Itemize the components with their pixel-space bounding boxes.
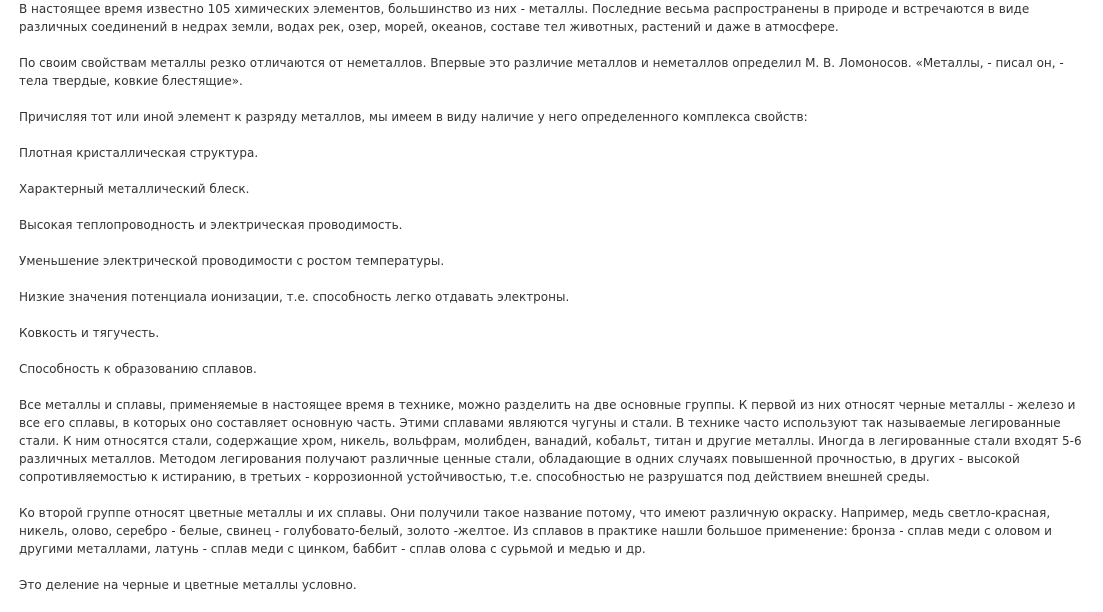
ferrous-metals-paragraph: Все металлы и сплавы, применяемые в настоящее время в технике, можно разделить на две основные группы. К первой из них относят черные металлы - железо и все его сплавы, в которых оно составляет основную часть. Этими сплавами являются чугуны и стали. В технике часто используют так называемые легированные стали. К ним относятся стали, содержащие хром, никель, вольфрам, молибден, ванадий, кобальт, титан и другие металлы. Иногда в легированные стали входят 5-6 различных металлов. Методом легирования получают различные ценные стали, обладающие в одних случаях повышенной прочностью, в других - высокой сопротивляемостью к истиранию, в третьих - коррозионной устойчивостью, т.е. способностью не разрушатся под действием внешней среды. bbox=[19, 398, 1082, 484]
intro-paragraph: В настоящее время известно 105 химических элементов, большинство из них - металлы. Последние весьма распространены в природе и встречаются в виде различных соединений в недрах земли, водах рек, озер, морей, океанов, составе тел животных, растений и даже в атмосфере. bbox=[19, 2, 1030, 34]
property-crystal-structure: Плотная кристаллическая структура. bbox=[19, 146, 259, 160]
non-ferrous-metals-paragraph: Ко второй группе относят цветные металлы и их сплавы. Они получили такое название потому, что имеют различную окраску. Например, медь светло-красная, никель, олово, серебро - белые, свинец - голубовато-белый, золото -желтое. Из сплавов в практике нашли большое применение: бронза - сплав меди с оловом и другими металлами, латунь - сплав меди с цинком, баббит - сплав олова с сурьмой и медью и др. bbox=[19, 506, 1052, 556]
property-ionization-potential: Низкие значения потенциала ионизации, т.е. способность легко отдавать электроны. bbox=[19, 290, 570, 304]
property-malleability: Ковкость и тягучесть. bbox=[19, 326, 160, 340]
properties-intro-paragraph: Причисляя тот или иной элемент к разряду металлов, мы имеем в виду наличие у него определенного комплекса свойств: bbox=[19, 110, 808, 124]
property-conductivity: Высокая теплопроводность и электрическая проводимость. bbox=[19, 218, 403, 232]
conclusion-paragraph: Это деление на черные и цветные металлы условно. bbox=[19, 578, 357, 592]
article-body bbox=[19, 0, 1091, 612]
property-alloy-formation: Способность к образованию сплавов. bbox=[19, 362, 257, 376]
lomonosov-paragraph: По своим свойствам металлы резко отличаются от неметаллов. Впервые это различие металлов и неметаллов определил М. В. Ломоносов. «Металлы, - писал он, - тела твердые, ковкие блестящие». bbox=[19, 56, 1064, 88]
property-conductivity-decrease: Уменьшение электрической проводимости с ростом температуры. bbox=[19, 254, 445, 268]
property-metallic-luster: Характерный металлический блеск. bbox=[19, 182, 250, 196]
